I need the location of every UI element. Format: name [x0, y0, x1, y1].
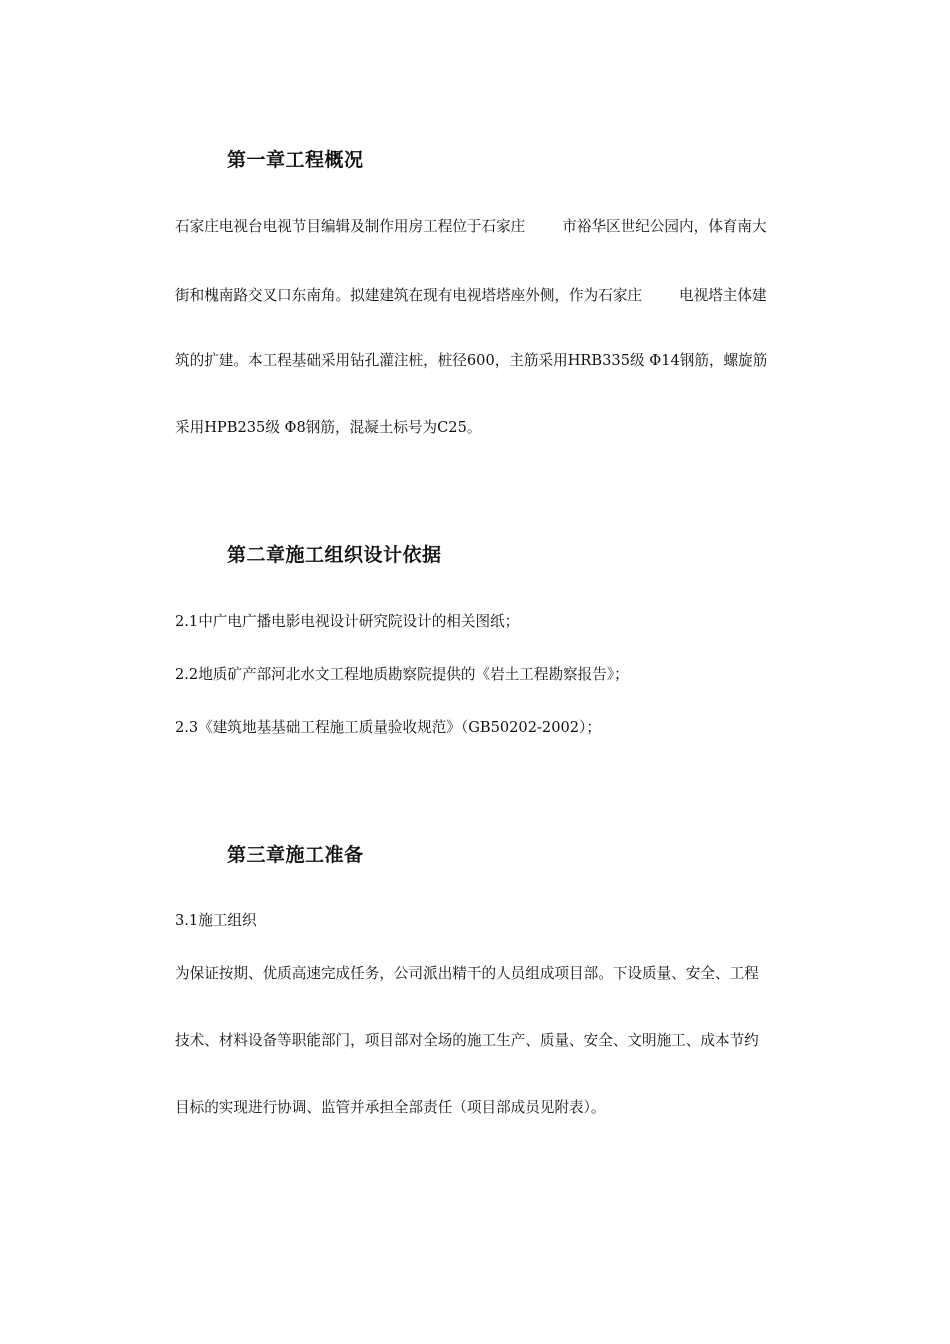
- chapter-1-heading: 第一章工程概况: [227, 149, 364, 171]
- text-segment: 石家庄电视台电视节目编辑及制作用房工程位于石家庄: [175, 218, 526, 235]
- chapter-2-heading: 第二章施工组织设计依据: [227, 544, 442, 566]
- chapter-1-paragraph-line-1: [175, 217, 767, 237]
- chapter-1-paragraph-line-3: [175, 351, 767, 371]
- chapter-2-item-1: 2.1中广电广播电影电视设计研究院设计的相关图纸；: [175, 613, 520, 630]
- chapter-1-paragraph-line-4: [175, 418, 481, 438]
- text-segment: 电视塔主体建: [679, 287, 767, 304]
- chapter-1-paragraph-line-2: [175, 286, 767, 306]
- chapter-3-subheading: 3.1施工组织: [175, 912, 257, 929]
- chapter-3-paragraph-line-2: 技术、材料设备等职能部门，项目部对全场的施工生产、质量、安全、文明施工、成本节约: [175, 1032, 759, 1049]
- text-segment: 采用HPB235级 Φ8钢筋，混凝土标号为C25。: [175, 419, 482, 436]
- text-segment: 市裕华区世纪公园内，体育南大: [562, 218, 767, 235]
- text-segment: 筑的扩建。本工程基础采用钻孔灌注桩，桩径600，主筋采用HRB335级 Φ14钢筋，螺旋筋: [175, 352, 768, 369]
- text-segment: 街和槐南路交叉口东南角。拟建建筑在现有电视塔塔座外侧，作为石家庄: [175, 287, 643, 304]
- chapter-2-item-2: 2.2地质矿产部河北水文工程地质勘察院提供的《岩土工程勘察报告》；: [175, 666, 629, 683]
- chapter-3-paragraph-line-1: 为保证按期、优质高速完成任务，公司派出精干的人员组成项目部。下设质量、安全、工程: [175, 965, 759, 982]
- chapter-3-paragraph-line-3: 目标的实现进行协调、监管并承担全部责任（项目部成员见附表）。: [175, 1099, 606, 1116]
- chapter-2-item-3: 2.3《建筑地基基础工程施工质量验收规范》（GB50202-2002）；: [175, 719, 601, 736]
- chapter-3-heading: 第三章施工准备: [227, 844, 364, 866]
